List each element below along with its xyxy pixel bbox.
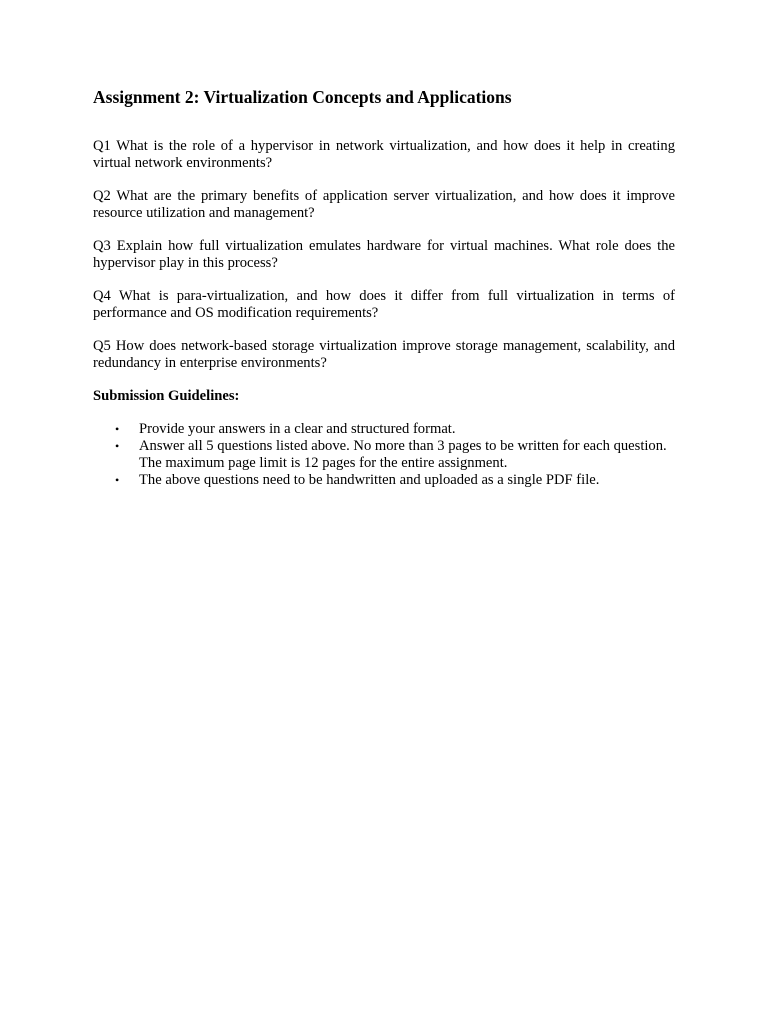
guideline-text: Answer all 5 questions listed above. No more than 3 pages to be written for each question. The maximum page limit is 12 pages for the entire assignment.: [139, 438, 667, 471]
guidelines-list: [93, 421, 675, 489]
guideline-item: [93, 472, 675, 489]
question-5: Q5 How does network-based storage virtualization improve storage management, scalability, and redundancy in enterprise environments?: [93, 338, 675, 371]
guideline-item: [93, 438, 675, 472]
question-1: Q1 What is the role of a hypervisor in network virtualization, and how does it help in creating virtual network environments?: [93, 138, 675, 171]
question-list: [93, 138, 675, 372]
bullet-icon: •: [115, 439, 120, 453]
guidelines-heading: Submission Guidelines:: [93, 388, 240, 404]
question-3: Q3 Explain how full virtualization emulates hardware for virtual machines. What role does the hypervisor play in this process?: [93, 238, 675, 271]
bullet-icon: •: [115, 422, 120, 436]
guideline-text: Provide your answers in a clear and structured format.: [139, 421, 456, 437]
document-page: [93, 86, 675, 489]
question-2: Q2 What are the primary benefits of application server virtualization, and how does it improve resource utilization and management?: [93, 188, 675, 221]
guideline-item: [93, 421, 675, 438]
bullet-icon: •: [115, 473, 120, 487]
document-title: Assignment 2: Virtualization Concepts and Applications: [93, 87, 512, 107]
question-4: Q4 What is para-virtualization, and how does it differ from full virtualization in terms of performance and OS modification requirements?: [93, 288, 675, 321]
guideline-text: The above questions need to be handwritten and uploaded as a single PDF file.: [139, 472, 600, 488]
